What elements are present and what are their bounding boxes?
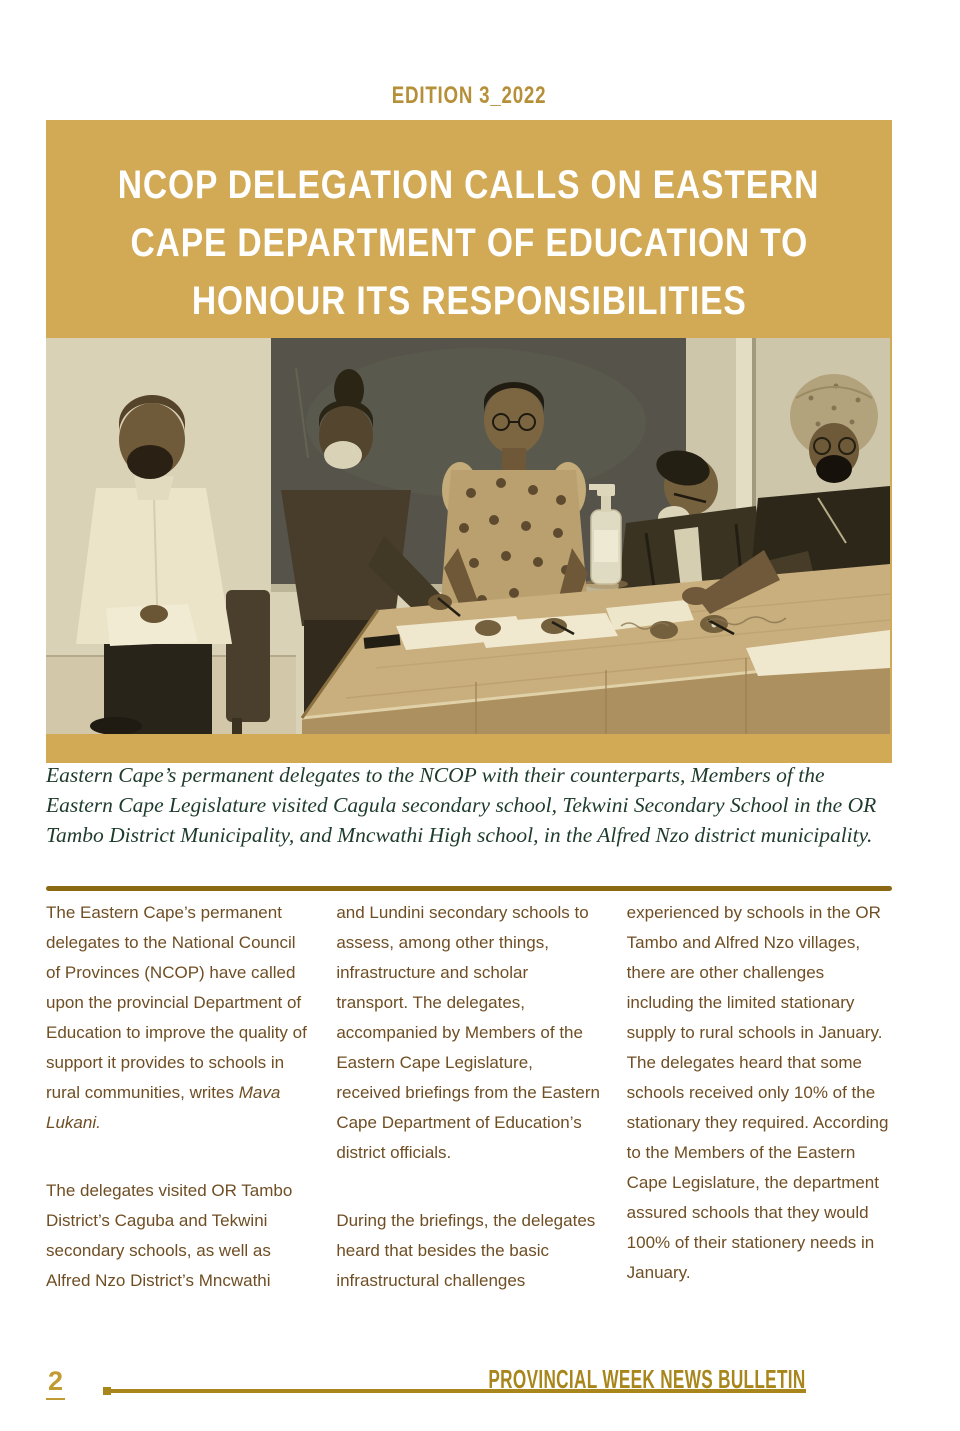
article-photo — [46, 338, 890, 734]
body-column-2 — [336, 898, 601, 1334]
bulletin-title-text: PROVINCIAL WEEK NEWS BULLETIN — [488, 1364, 806, 1394]
body-paragraph — [46, 898, 311, 1138]
article-banner — [46, 120, 892, 763]
body-paragraph — [627, 898, 892, 1288]
body-paragraph — [46, 1176, 311, 1296]
photo-caption: Eastern Cape’s permanent delegates to the NCOP with their counterparts, Members of the Eastern Cape Legislature visited Cagula secondary school, Tekwini Secondary School in the OR Tambo District Municipality, and Mncwathi High school, in the Alfred Nzo district municipality. — [46, 763, 877, 847]
edition-label — [46, 82, 892, 110]
article-title-line-3 — [46, 272, 892, 330]
paragraph-text: The delegates visited OR Tambo District’s Caguba and Tekwini secondary schools, as well as Alfred Nzo District’s Mncwathi — [46, 1181, 293, 1290]
article-body — [46, 898, 892, 1334]
byline-italic: Mava Lukani. — [46, 1083, 281, 1132]
body-paragraph — [336, 898, 601, 1168]
body-column-1 — [46, 898, 311, 1334]
body-column-3 — [627, 898, 892, 1334]
paragraph-text: and Lundini secondary schools to assess, among other things, infrastructure and scholar transport. The delegates, accompanied by Members of the Eastern Cape Legislature, received briefings from the Eastern Cape Department of Education’s district officials. — [336, 903, 600, 1162]
section-divider-rule — [46, 886, 892, 891]
edition-label-text: EDITION 3_2022 — [391, 82, 547, 109]
paragraph-text: experienced by schools in the OR Tambo and Alfred Nzo villages, there are other challenges including the limited stationary supply to rural schools in January. The delegates heard that some schools received only 10% of the stationary they required. According to the Members of the Eastern Cape Legislature, the department assured schools that they would 100% of their stationery needs in January. — [626, 903, 889, 1282]
paragraph-text: During the briefings, the delegates heard that besides the basic infrastructural challenges — [336, 1211, 596, 1290]
article-title-line-1 — [46, 156, 892, 214]
article-title-line-2-text: CAPE DEPARTMENT OF EDUCATION TO — [130, 221, 808, 265]
article-title-line-3-text: HONOUR ITS RESPONSIBILITIES — [191, 279, 747, 323]
body-paragraph — [336, 1206, 601, 1296]
bulletin-title — [325, 1364, 806, 1395]
article-title-line-2 — [46, 214, 892, 272]
article-title — [46, 120, 892, 330]
paragraph-text: The Eastern Cape’s permanent delegates to the National Council of Provinces (NCOP) have called upon the provincial Department of Education to improve the quality of support it provides to schools in rural communities, writes — [46, 903, 307, 1102]
page-number: 2 — [46, 1366, 65, 1400]
photo-illustration — [46, 338, 890, 734]
article-title-line-1-text: NCOP DELEGATION CALLS ON EASTERN — [118, 163, 820, 207]
